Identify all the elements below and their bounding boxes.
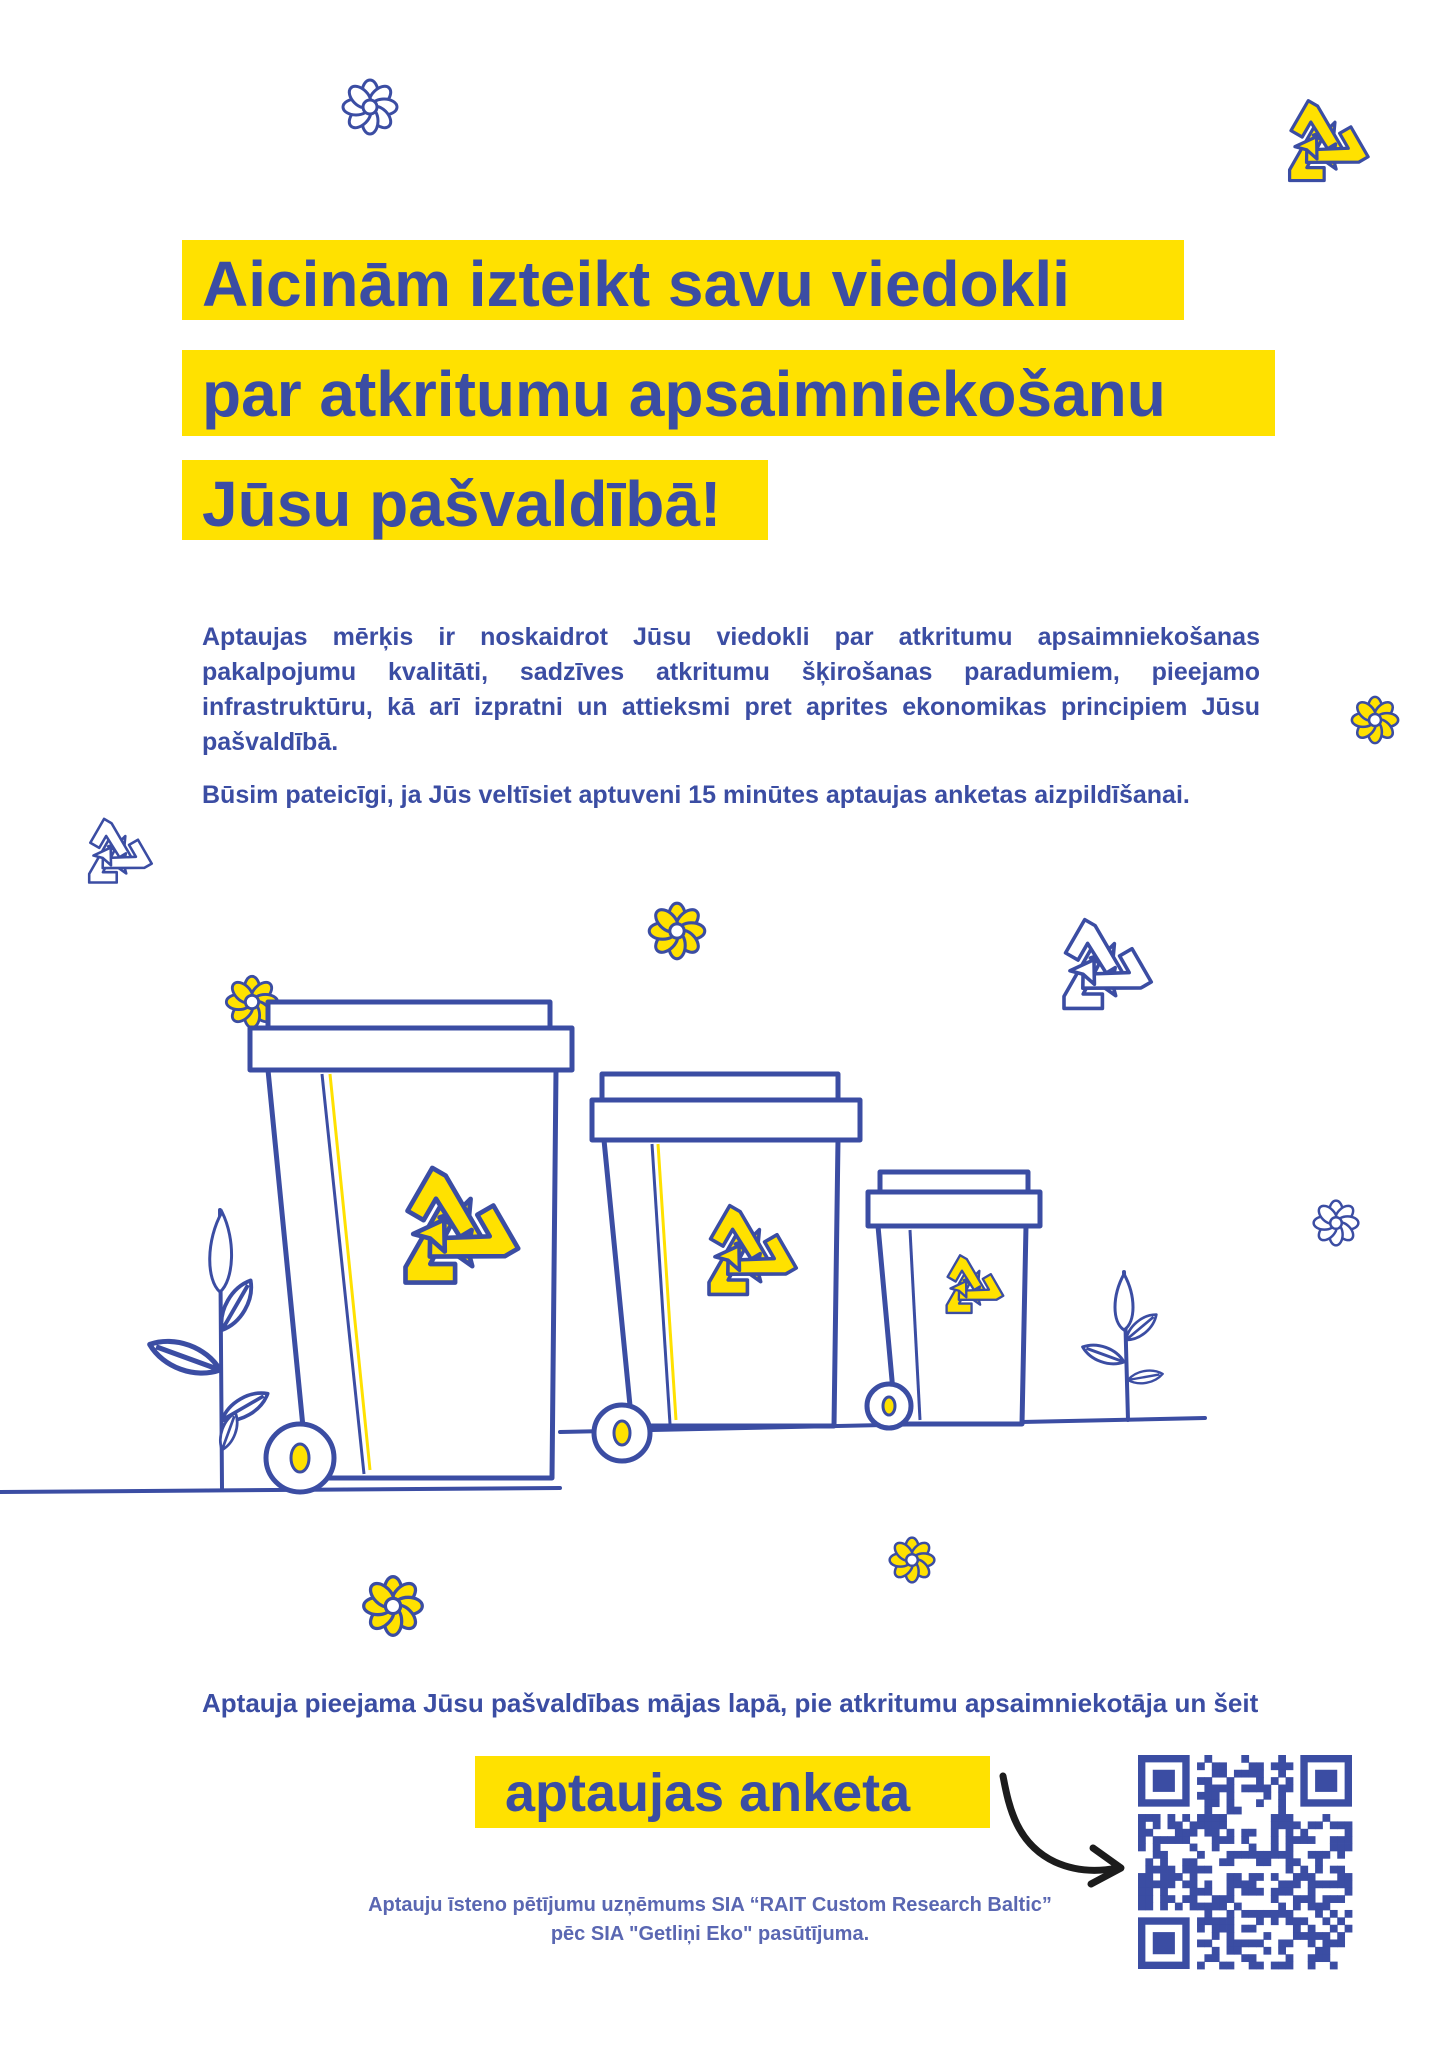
recycle-icon (72, 812, 158, 898)
waste-bin-icon (867, 1172, 1040, 1428)
credit-line-1: Aptauju īsteno pētījumu uzņēmums SIA “RAIT Custom Research Baltic” (368, 1894, 1052, 1916)
flower-icon (883, 1531, 941, 1589)
qr-code[interactable] (1138, 1755, 1352, 1969)
plant-icon (1080, 1272, 1164, 1420)
recycle-icon (1268, 92, 1376, 200)
credit-text (310, 1891, 1110, 1949)
flower-icon (335, 72, 405, 142)
flower-icon (1345, 690, 1405, 750)
bins-illustration (0, 940, 1448, 1500)
credit-line-2: pēc SIA "Getliņi Eko" pasūtījuma. (550, 1923, 870, 1945)
flower-icon (355, 1568, 431, 1644)
heading-line-2: par atkritumu apsaimniekošanu (182, 350, 1275, 436)
intro-paragraph: Aptaujas mērķis ir noskaidrot Jūsu viedokli par atkritumu apsaimniekošanas pakalpojumu kvalitāti, sadzīves atkritumu šķirošanas paradumiem, pieejamo infrastruktūru, kā arī izpratni un attieksmi pret aprites ekonomikas principiem Jūsu pašvaldībā. (202, 623, 1260, 756)
heading-line-1: Aicinām izteikt savu viedokli (182, 240, 1184, 320)
intro-note: Būsim pateicīgi, ja Jūs veltīsiet aptuveni 15 minūtes aptaujas anketas aizpildīšanai. (202, 781, 1190, 809)
availability-text: Aptauja pieejama Jūsu pašvaldības mājas lapā, pie atkritumu apsaimniekotāja un šeit (202, 1688, 1259, 1718)
heading-line-3: Jūsu pašvaldībā! (182, 460, 768, 540)
plant-icon (145, 1210, 272, 1488)
waste-bin-icon (250, 1002, 572, 1492)
arrow-icon (995, 1768, 1135, 1888)
survey-link-button[interactable]: aptaujas anketa (475, 1756, 990, 1828)
waste-bin-icon (592, 1074, 860, 1461)
